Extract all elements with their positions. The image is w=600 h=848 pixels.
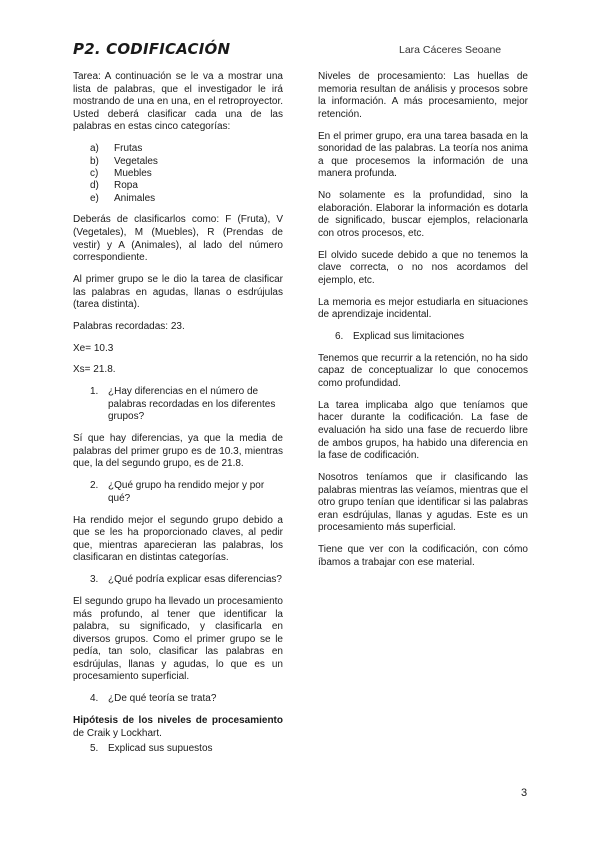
question-2 <box>73 480 283 505</box>
list-item-label: Ropa <box>114 180 138 192</box>
xe-value: Xe= 10.3 <box>73 342 114 354</box>
question-text: ¿Qué podría explicar esas diferencias? <box>108 574 282 586</box>
list-item <box>90 156 283 168</box>
question-number: 2. <box>90 480 99 492</box>
theory-authors: de Craik y Lockhart. <box>73 727 162 739</box>
answer-3: El segundo grupo ha llevado un procesamiento más profundo, al tener que identificar la palabra, su significado, y clasificarla en diversos grupos. Como el primer grupo se le pedía, tan solo, clasificar las palabras en esdrújulas, llanas y agudas, lo que es un procesamiento superficial. <box>73 595 283 683</box>
answer-1: Sí que hay diferencias, ya que la media de palabras del primer grupo es de 10.3, mientras que, la del segundo grupo, es de 21.8. <box>73 433 283 470</box>
list-marker: e) <box>90 192 99 204</box>
list-item <box>90 168 283 180</box>
question-1 <box>73 386 283 424</box>
paragraph: La memoria es mejor estudiarla en situaciones de aprendizaje incidental. <box>318 296 528 321</box>
page-number: 3 <box>521 787 528 799</box>
question-number: 6. <box>335 331 344 343</box>
paragraph: Tenemos que recurrir a la retención, no ha sido capaz de conceptualizar lo que conocemos como profundidad. <box>318 352 528 389</box>
list-item <box>90 193 283 205</box>
question-text: ¿Hay diferencias en el número de palabras recordadas en los diferentes grupos? <box>108 386 276 423</box>
paragraph: El olvido sucede debido a que no tenemos la clave correcta, o no nos acordamos del ejemplo, etc. <box>318 249 528 286</box>
question-text: Explicad sus limitaciones <box>353 331 465 343</box>
author-name: Lara Cáceres Seoane <box>399 44 502 56</box>
question-4 <box>73 693 283 706</box>
xs-value: Xs= 21.8. <box>73 364 116 376</box>
list-item-label: Muebles <box>114 167 152 179</box>
paragraph: Nosotros teníamos que ir clasificando las palabras mientras las veíamos, mientras que el otro grupo tenían que identificar si las palabras eran esdrújulas, llanas y agudas. Este es un procesamiento más superficial. <box>318 471 528 534</box>
question-text: ¿Qué grupo ha rendido mejor y por qué? <box>108 480 265 504</box>
answer-4 <box>73 715 283 740</box>
answer-2: Ha rendido mejor el segundo grupo debido a que se les ha proporcionado claves, al pedir que, mientras aparecieran las palabras, los clasificaran en distintas categorías. <box>73 514 283 564</box>
paragraph: Tiene que ver con la codificación, con cómo íbamos a trabajar con ese material. <box>318 544 528 568</box>
category-list <box>90 143 283 205</box>
question-6 <box>318 331 528 344</box>
paragraph: No solamente es la profundidad, sino la elaboración. Elaborar la información es dotarla de significado, buscar ejemplos, relacionarla con otros procesos, etc. <box>318 190 528 239</box>
list-marker: a) <box>90 143 99 155</box>
list-marker: c) <box>90 167 99 179</box>
question-3 <box>73 574 283 587</box>
task-paragraph: Tarea: A continuación se le va a mostrar una lista de palabras, que el investigador le irá mostrando de una en una, en el retroproyector. Usted deberá clasificar cada una de las palabras en estas cinco categorías: <box>73 71 283 133</box>
question-number: 5. <box>90 743 99 755</box>
first-group-paragraph: Al primer grupo se le dio la tarea de clasificar las palabras en agudas, llanas o esdrújulas (tarea distinta). <box>73 273 283 311</box>
page-title: P2. CODIFICACIÓN <box>73 40 231 58</box>
question-text: Explicad sus supuestos <box>108 743 213 755</box>
list-item-label: Frutas <box>114 143 143 155</box>
list-item-label: Vegetales <box>114 155 158 167</box>
list-item <box>90 143 283 155</box>
question-text: ¿De qué teoría se trata? <box>108 693 217 705</box>
left-column <box>73 71 283 765</box>
paragraph: En el primer grupo, era una tarea basada en la sonoridad de las palabras. La teoría nos anima a que procesemos la información de una manera profunda. <box>318 130 528 180</box>
question-5 <box>73 743 283 756</box>
list-item <box>90 180 283 192</box>
right-column <box>318 71 528 578</box>
theory-name: Hipótesis de los niveles de procesamiento <box>73 715 283 727</box>
list-marker: d) <box>90 180 99 192</box>
list-item-label: Animales <box>114 192 156 204</box>
classify-paragraph: Deberás de clasificarlos como: F (Fruta), V (Vegetales), M (Muebles), R (Prendas de vestir) y A (Animales), al lado del número correspondiente. <box>73 214 283 264</box>
recalled-words: Palabras recordadas: 23. <box>73 320 185 332</box>
question-number: 4. <box>90 693 99 705</box>
paragraph: La tarea implicaba algo que teníamos que hacer durante la codificación. La fase de evaluación ha sido una fase de recuerdo libre de ambos grupos, ha habido una diferencia en la fase de codificación. <box>318 399 528 462</box>
question-number: 1. <box>90 386 99 398</box>
paragraph: Niveles de procesamiento: Las huellas de memoria resultan de análisis y procesos sobre la información. A más procesamiento, mejor retención. <box>318 71 528 120</box>
question-number: 3. <box>90 574 99 586</box>
list-marker: b) <box>90 155 99 167</box>
